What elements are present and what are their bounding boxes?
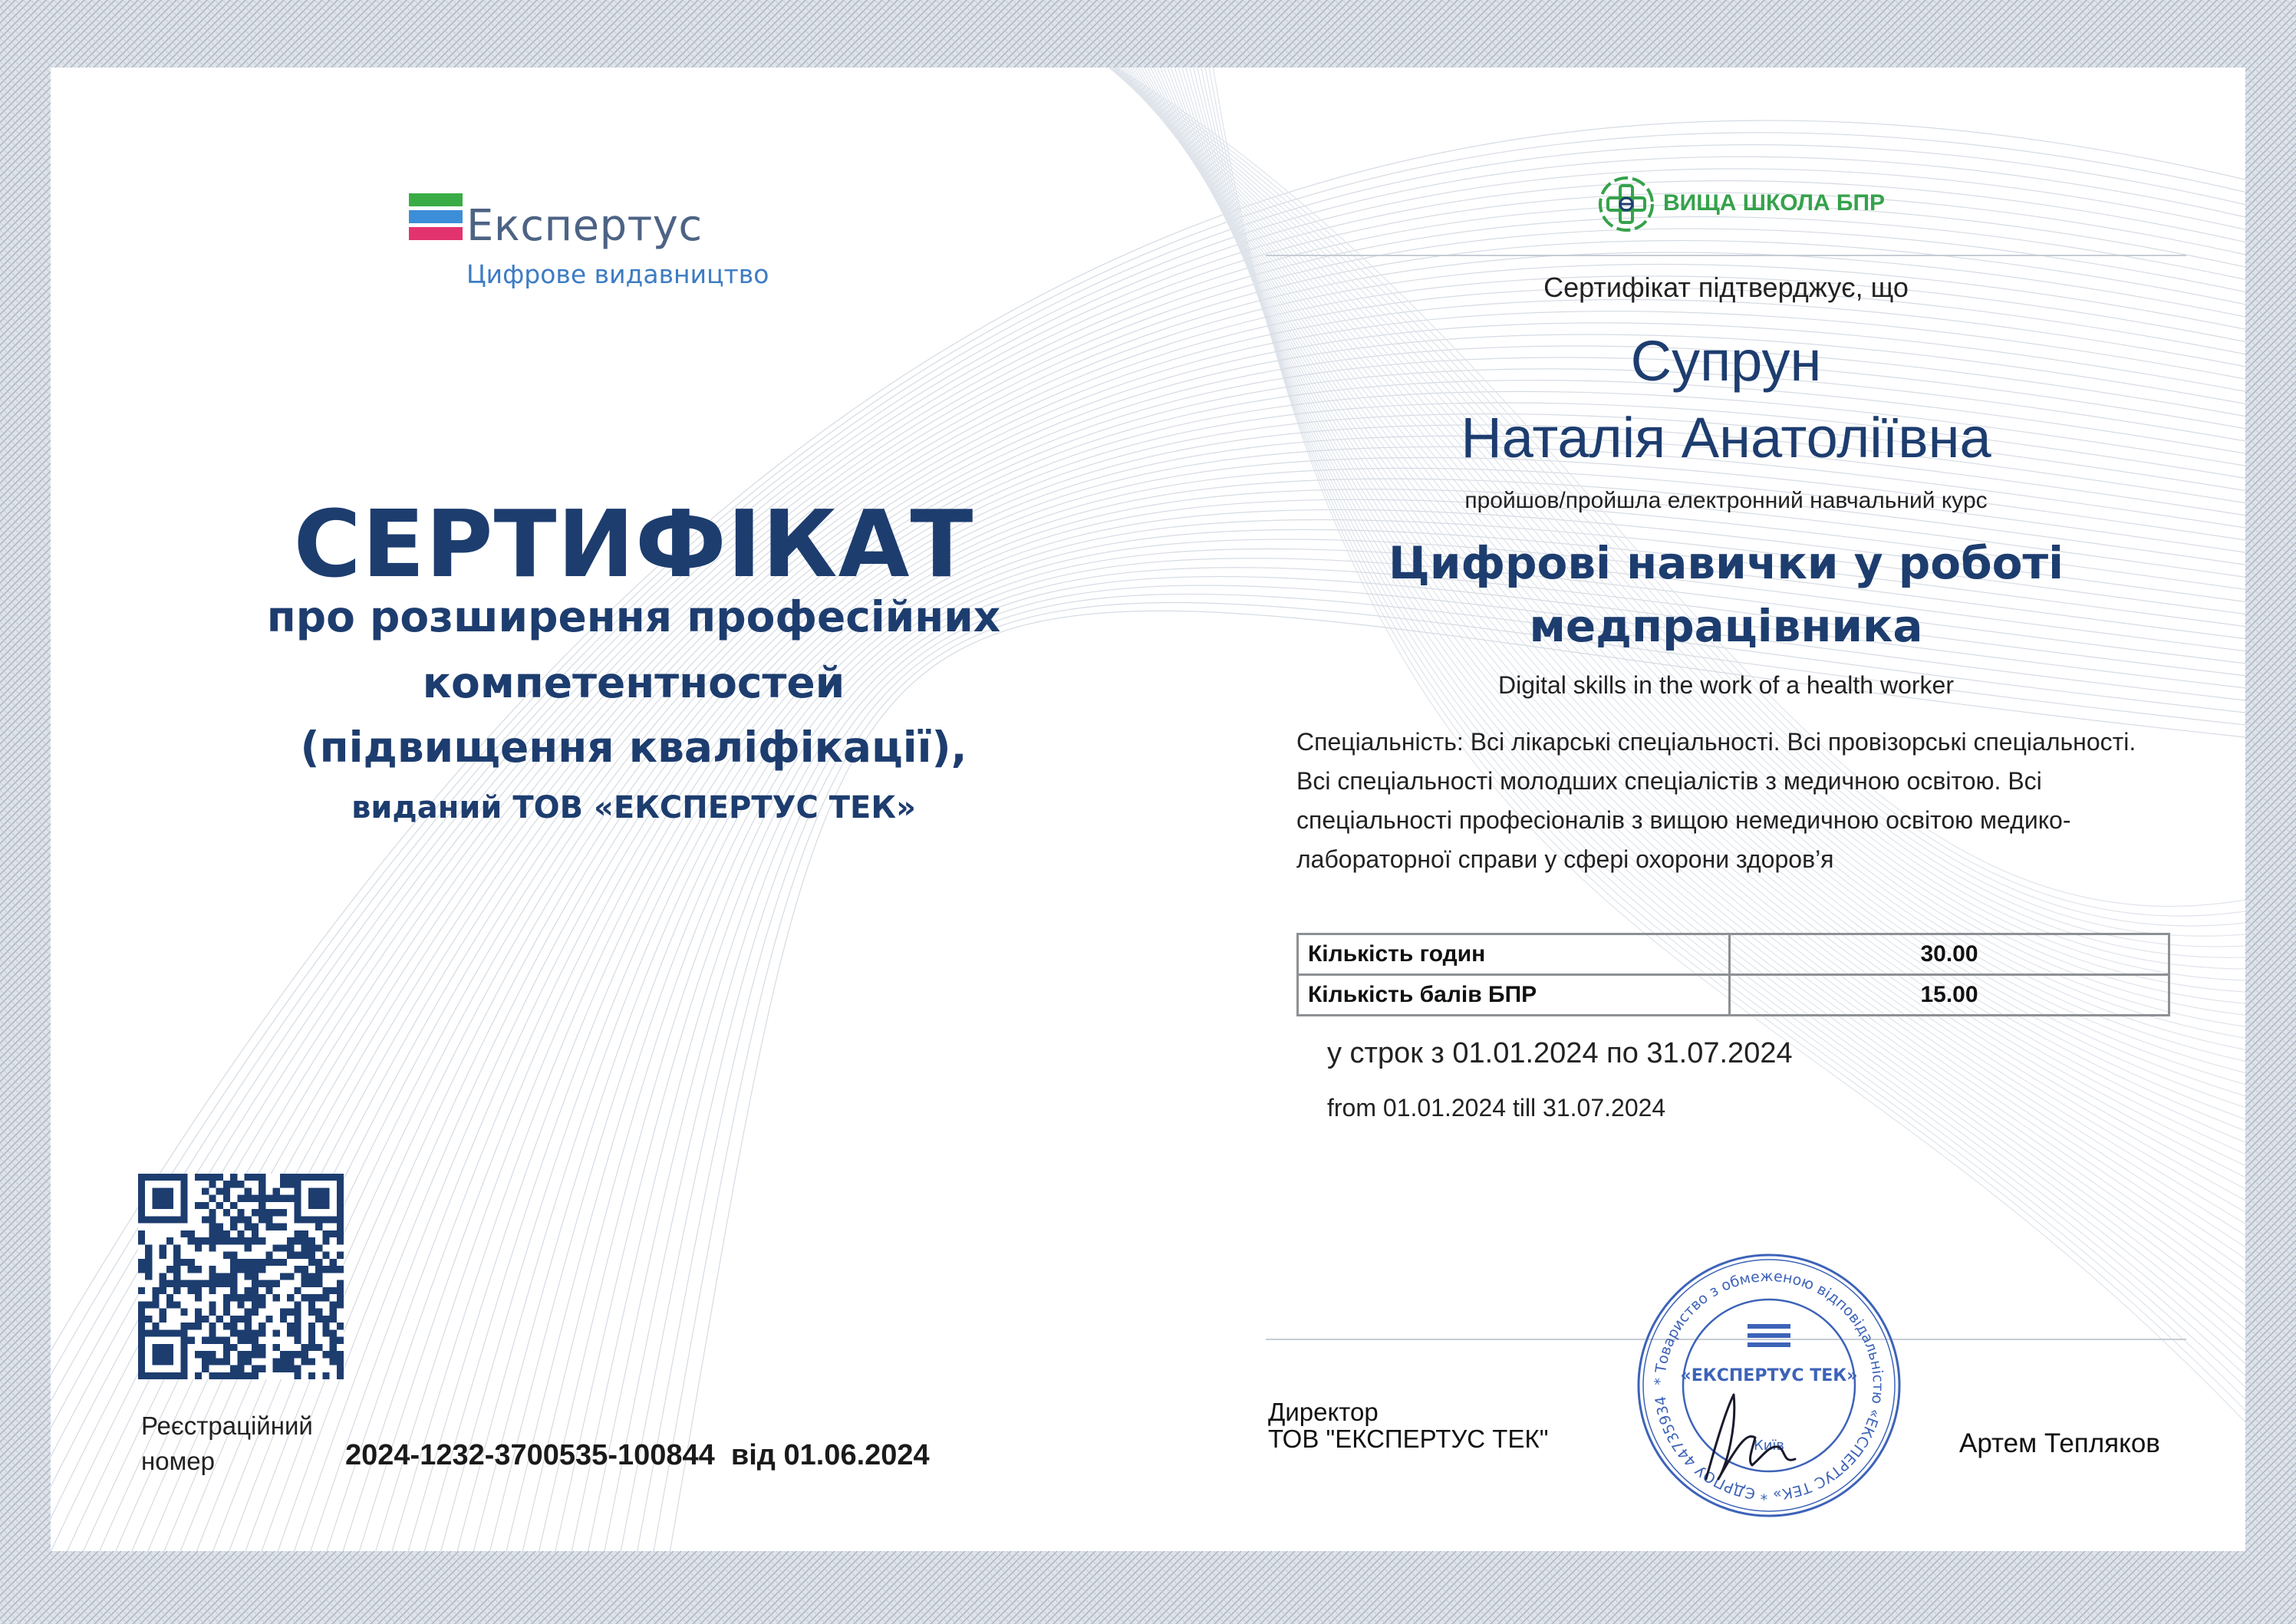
certificate-subtitle-line-2: компетентностей (422, 658, 845, 707)
course-completed-text: пройшов/пройшла електронний навчальний курс (1464, 488, 1988, 513)
stamp-ring-text: * Товариство з обмеженою відповідальністю «ЕКСПЕРТУС ТЕК» * ЄДРПОУ 44735934 (1651, 1267, 1887, 1504)
signatory-title (1268, 1398, 1548, 1452)
points-label: Кількість балів БПР (1298, 975, 1730, 1016)
logo-bar-green (409, 193, 463, 206)
course-title-line-1: Цифрові навички у роботі (1388, 537, 2064, 589)
confirmation-intro: Сертифікат підтверджує, що (1543, 272, 1909, 303)
specialty-description: Спеціальність: Всі лікарські спеціальності. Всі провізорські спеціальності. Всі спеціальності молодших спеціалістів з медичною освітою. Всі спеціальності професіоналів з вищою немедичною освітою медико-лабораторної справи у сфері охорони здоров’я (1296, 728, 2136, 873)
registration-number: 2024-1232-3700535-100844 від 01.06.2024 (345, 1439, 930, 1471)
table-row (1298, 975, 2169, 1016)
points-value: 15.00 (1730, 975, 2169, 1016)
stamp-center-text: «ЕКСПЕРТУС ТЕК» (1680, 1366, 1858, 1385)
certificate-title: СЕРТИФІКАТ (293, 492, 974, 598)
logo-bar-pink (409, 227, 463, 240)
study-period: у строк з 01.01.2024 по 31.07.2024 (1327, 1037, 1793, 1069)
certificate-subtitle-line-1: про розширення професійних (266, 592, 1001, 641)
signatory-name: Артем Тепляков (1959, 1428, 2160, 1458)
hours-label: Кількість годин (1298, 934, 1730, 975)
course-stats-table (1296, 933, 2170, 1016)
signature-scribble (1706, 1395, 1795, 1479)
registration-label-line-2: номер (141, 1447, 215, 1475)
registration-label (141, 1408, 313, 1479)
signatory-title-line-1: Директор (1268, 1398, 1379, 1426)
company-stamp (1632, 1249, 1906, 1522)
signatory-title-line-2: ТОВ "ЕКСПЕРТУС ТЕК" (1268, 1425, 1549, 1453)
course-title-english: Digital skills in the work of a health worker (1497, 671, 1954, 699)
recipient-given-names: Наталія Анатоліївна (1461, 406, 1991, 469)
header-divider (1266, 255, 2186, 256)
table-row (1298, 934, 2169, 975)
school-logo-icon (1597, 175, 1655, 233)
registration-label-line-1: Реєстраційний (141, 1412, 313, 1440)
school-logo-name: ВИЩА ШКОЛА БПР (1663, 190, 1886, 216)
expertus-logo-name: Експертус (466, 201, 703, 251)
qr-code[interactable] (138, 1174, 344, 1379)
recipient-surname: Супрун (1630, 329, 1822, 393)
hours-value: 30.00 (1730, 934, 2169, 975)
stamp-city-text: Київ (1753, 1438, 1785, 1454)
study-period-english: from 01.01.2024 till 31.07.2024 (1327, 1094, 1666, 1122)
certificate-issuer: виданий ТОВ «ЕКСПЕРТУС ТЕК» (351, 790, 916, 825)
logo-bar-blue (409, 210, 463, 223)
certificate-subtitle-line-3: (підвищення кваліфікації), (300, 723, 967, 772)
expertus-logo-tagline: Цифрове видавництво (466, 259, 769, 289)
course-title-line-2: медпрацівника (1529, 600, 1923, 652)
